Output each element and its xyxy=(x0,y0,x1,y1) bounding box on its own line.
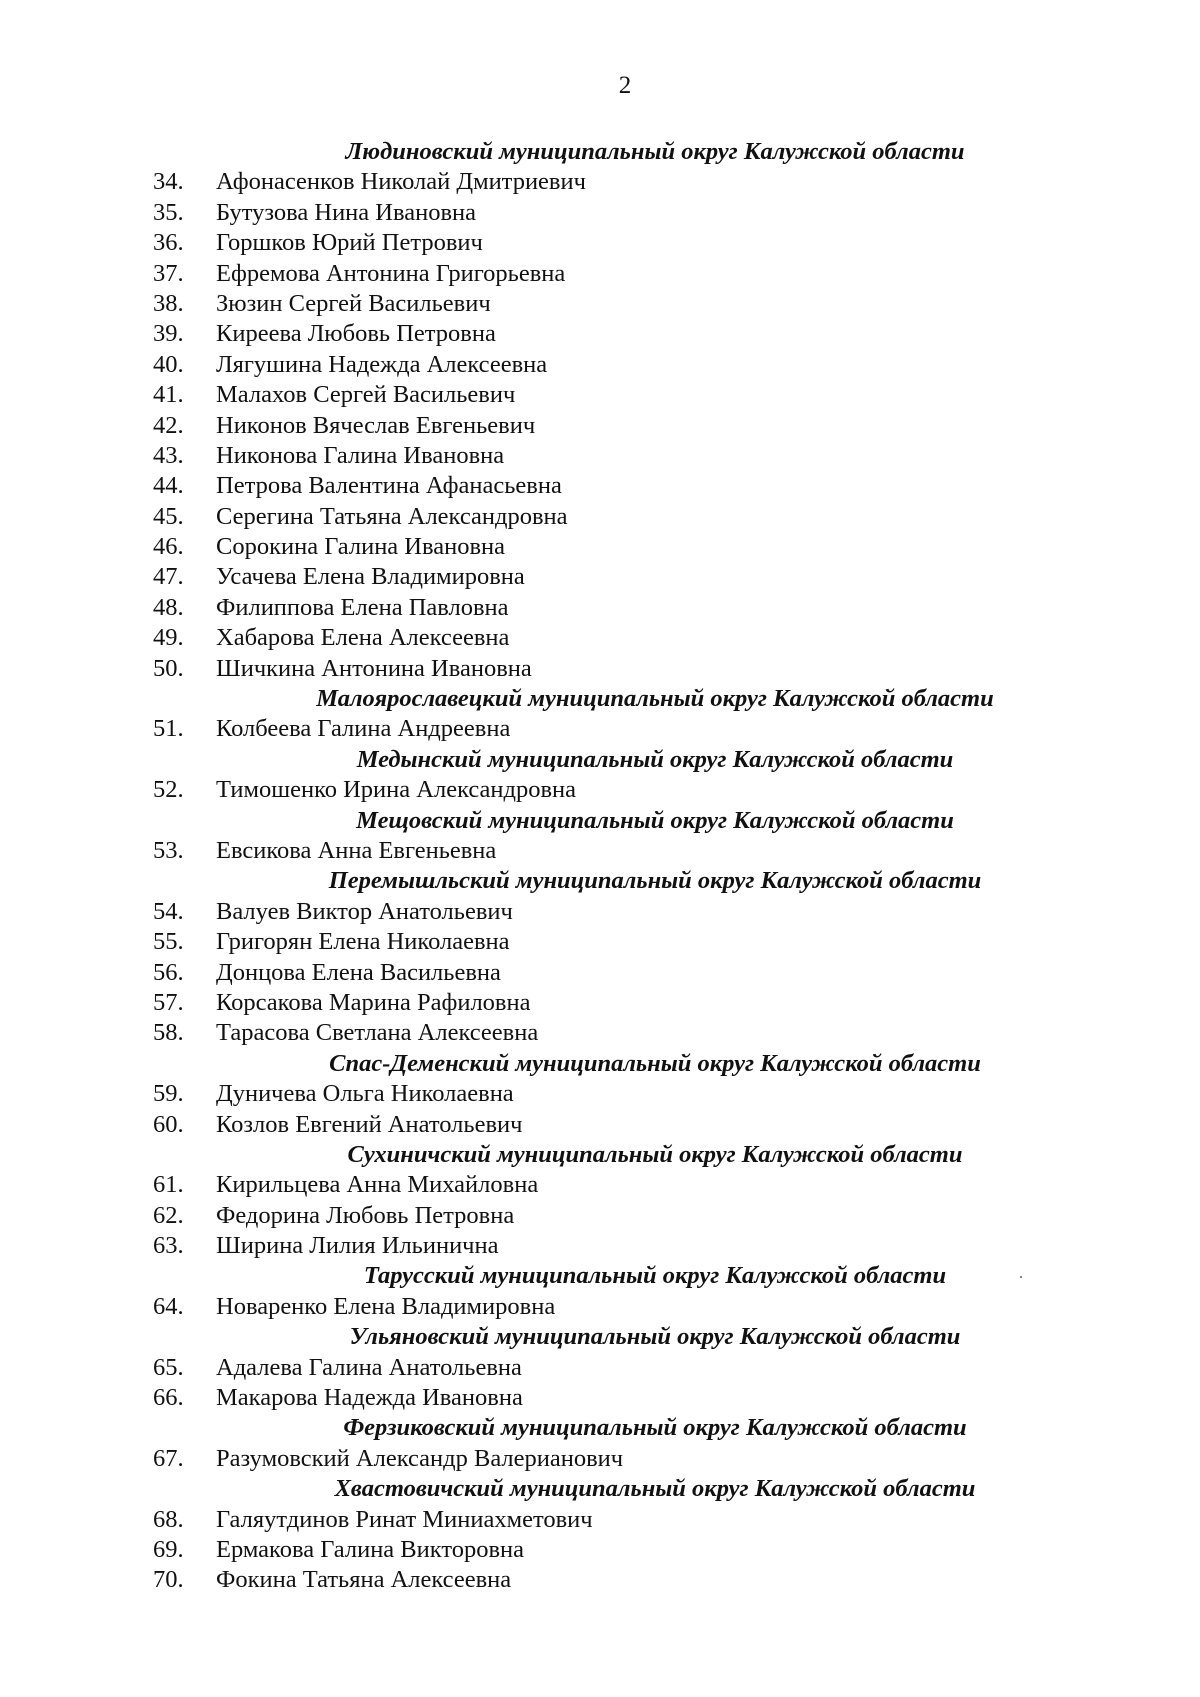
person-name: Киреева Любовь Петровна xyxy=(216,320,496,348)
list-item xyxy=(0,1201,1200,1231)
district-heading: Ферзиковский муниципальный округ Калужской области xyxy=(343,1414,967,1442)
list-item xyxy=(0,988,1200,1018)
list-item xyxy=(0,1170,1200,1200)
item-number: 40. xyxy=(153,350,184,378)
person-name: Корсакова Марина Рафиловна xyxy=(216,988,531,1016)
district-heading: Спас-Деменский муниципальный округ Калужской области xyxy=(329,1049,981,1077)
district-heading: Медынский муниципальный округ Калужской области xyxy=(356,745,954,773)
item-number: 39. xyxy=(153,320,184,348)
list-item xyxy=(0,623,1200,653)
item-number: 38. xyxy=(153,289,184,317)
item-number: 36. xyxy=(153,229,184,257)
item-number: 52. xyxy=(153,776,184,804)
list-item xyxy=(0,654,1200,684)
item-number: 49. xyxy=(153,624,184,652)
person-name: Федорина Любовь Петровна xyxy=(216,1201,515,1229)
list-item xyxy=(0,289,1200,319)
person-name: Колбеева Галина Андреевна xyxy=(216,715,511,743)
item-number: 43. xyxy=(153,441,184,469)
item-number: 61. xyxy=(153,1171,184,1199)
list-item xyxy=(0,1292,1200,1322)
list-item xyxy=(0,259,1200,289)
list-item xyxy=(0,1565,1200,1595)
list-item xyxy=(0,532,1200,562)
district-heading: Малоярославецкий муниципальный округ Калужской области xyxy=(316,685,994,713)
list-item xyxy=(0,350,1200,380)
list-item xyxy=(0,411,1200,441)
list-item xyxy=(0,714,1200,744)
person-name: Бутузова Нина Ивановна xyxy=(216,198,477,226)
item-number: 64. xyxy=(153,1292,184,1320)
list-item xyxy=(0,836,1200,866)
list-item xyxy=(0,380,1200,410)
list-item xyxy=(0,471,1200,501)
list-item xyxy=(0,167,1200,197)
district-heading: Ульяновский муниципальный округ Калужской области xyxy=(349,1323,961,1351)
person-name: Зюзин Сергей Васильевич xyxy=(216,289,491,317)
item-number: 66. xyxy=(153,1384,184,1412)
item-number: 65. xyxy=(153,1353,184,1381)
person-name: Макарова Надежда Ивановна xyxy=(216,1384,523,1412)
list-item xyxy=(0,1110,1200,1140)
item-number: 50. xyxy=(153,654,184,682)
person-name: Малахов Сергей Васильевич xyxy=(216,381,516,409)
person-name: Филиппова Елена Павловна xyxy=(216,593,509,621)
list-item xyxy=(0,897,1200,927)
district-heading: Хвастовичский муниципальный округ Калужской области xyxy=(334,1475,976,1503)
list-item xyxy=(0,593,1200,623)
person-name: Никонова Галина Ивановна xyxy=(216,441,505,469)
item-number: 55. xyxy=(153,928,184,956)
item-number: 45. xyxy=(153,502,184,530)
item-number: 57. xyxy=(153,988,184,1016)
person-name: Кирильцева Анна Михайловна xyxy=(216,1171,539,1199)
person-name: Тарасова Светлана Алексеевна xyxy=(216,1019,539,1047)
person-name: Дуничева Ольга Николаевна xyxy=(216,1080,514,1108)
item-number: 60. xyxy=(153,1110,184,1138)
list-item xyxy=(0,319,1200,349)
person-name: Григорян Елена Николаевна xyxy=(216,928,510,956)
list-item xyxy=(0,927,1200,957)
district-heading: Мещовский муниципальный округ Калужской области xyxy=(356,806,954,834)
list-item xyxy=(0,1231,1200,1261)
person-name: Усачева Елена Владимировна xyxy=(216,563,525,591)
item-number: 44. xyxy=(153,472,184,500)
item-number: 46. xyxy=(153,533,184,561)
person-name: Лягушина Надежда Алексеевна xyxy=(216,350,548,378)
person-name: Евсикова Анна Евгеньевна xyxy=(216,836,497,864)
person-name: Фокина Татьяна Алексеевна xyxy=(216,1566,512,1594)
item-number: 70. xyxy=(153,1566,184,1594)
person-name: Тимошенко Ирина Александровна xyxy=(216,776,577,804)
person-name: Хабарова Елена Алексеевна xyxy=(216,624,510,652)
district-heading: Людиновский муниципальный округ Калужской области xyxy=(345,138,965,165)
page-number: 2 xyxy=(618,72,632,99)
list-item xyxy=(0,198,1200,228)
person-name: Адалева Галина Анатольевна xyxy=(216,1353,522,1381)
list-item xyxy=(0,1535,1200,1565)
item-number: 62. xyxy=(153,1201,184,1229)
person-name: Донцова Елена Васильевна xyxy=(216,958,501,986)
list-item xyxy=(0,775,1200,805)
list-item xyxy=(0,1444,1200,1474)
person-name: Козлов Евгений Анатольевич xyxy=(216,1110,523,1138)
person-name: Валуев Виктор Анатольевич xyxy=(216,897,513,925)
district-heading: Перемышльский муниципальный округ Калужской области xyxy=(328,867,982,895)
person-name: Афонасенков Николай Дмитриевич xyxy=(216,168,586,196)
item-number: 58. xyxy=(153,1019,184,1047)
item-number: 47. xyxy=(153,563,184,591)
person-name: Ефремова Антонина Григорьевна xyxy=(216,259,566,287)
person-name: Галяутдинов Ринат Миниахметович xyxy=(216,1505,593,1533)
person-name: Новаренко Елена Владимировна xyxy=(216,1292,556,1320)
district-heading: Тарусский муниципальный округ Калужской области xyxy=(363,1262,947,1290)
person-name: Разумовский Александр Валерианович xyxy=(216,1444,624,1472)
list-item xyxy=(0,1079,1200,1109)
item-number: 37. xyxy=(153,259,184,287)
item-number: 63. xyxy=(153,1232,184,1260)
person-name: Сорокина Галина Ивановна xyxy=(216,533,506,561)
item-number: 69. xyxy=(153,1535,184,1563)
person-name: Шичкина Антонина Ивановна xyxy=(216,654,532,682)
item-number: 53. xyxy=(153,836,184,864)
person-name: Ширина Лилия Ильинична xyxy=(216,1232,499,1260)
list-item xyxy=(0,502,1200,532)
person-name: Никонов Вячеслав Евгеньевич xyxy=(216,411,536,439)
list-item xyxy=(0,1383,1200,1413)
item-number: 56. xyxy=(153,958,184,986)
district-heading: Сухиничский муниципальный округ Калужской области xyxy=(347,1140,963,1168)
item-number: 34. xyxy=(153,168,184,196)
item-number: 48. xyxy=(153,593,184,621)
person-name: Ермакова Галина Викторовна xyxy=(216,1535,525,1563)
item-number: 41. xyxy=(153,381,184,409)
person-name: Горшков Юрий Петрович xyxy=(216,229,483,257)
list-item xyxy=(0,1018,1200,1048)
item-number: 54. xyxy=(153,897,184,925)
item-number: 42. xyxy=(153,411,184,439)
list-item xyxy=(0,1353,1200,1383)
list-item xyxy=(0,228,1200,258)
scan-speck xyxy=(1020,1276,1022,1278)
item-number: 68. xyxy=(153,1505,184,1533)
item-number: 67. xyxy=(153,1444,184,1472)
item-number: 51. xyxy=(153,715,184,743)
list-item xyxy=(0,562,1200,592)
item-number: 35. xyxy=(153,198,184,226)
person-name: Серегина Татьяна Александровна xyxy=(216,502,568,530)
item-number: 59. xyxy=(153,1080,184,1108)
document-list xyxy=(0,137,1200,1596)
list-item xyxy=(0,441,1200,471)
person-name: Петрова Валентина Афанасьевна xyxy=(216,472,562,500)
list-item xyxy=(0,958,1200,988)
list-item xyxy=(0,1505,1200,1535)
